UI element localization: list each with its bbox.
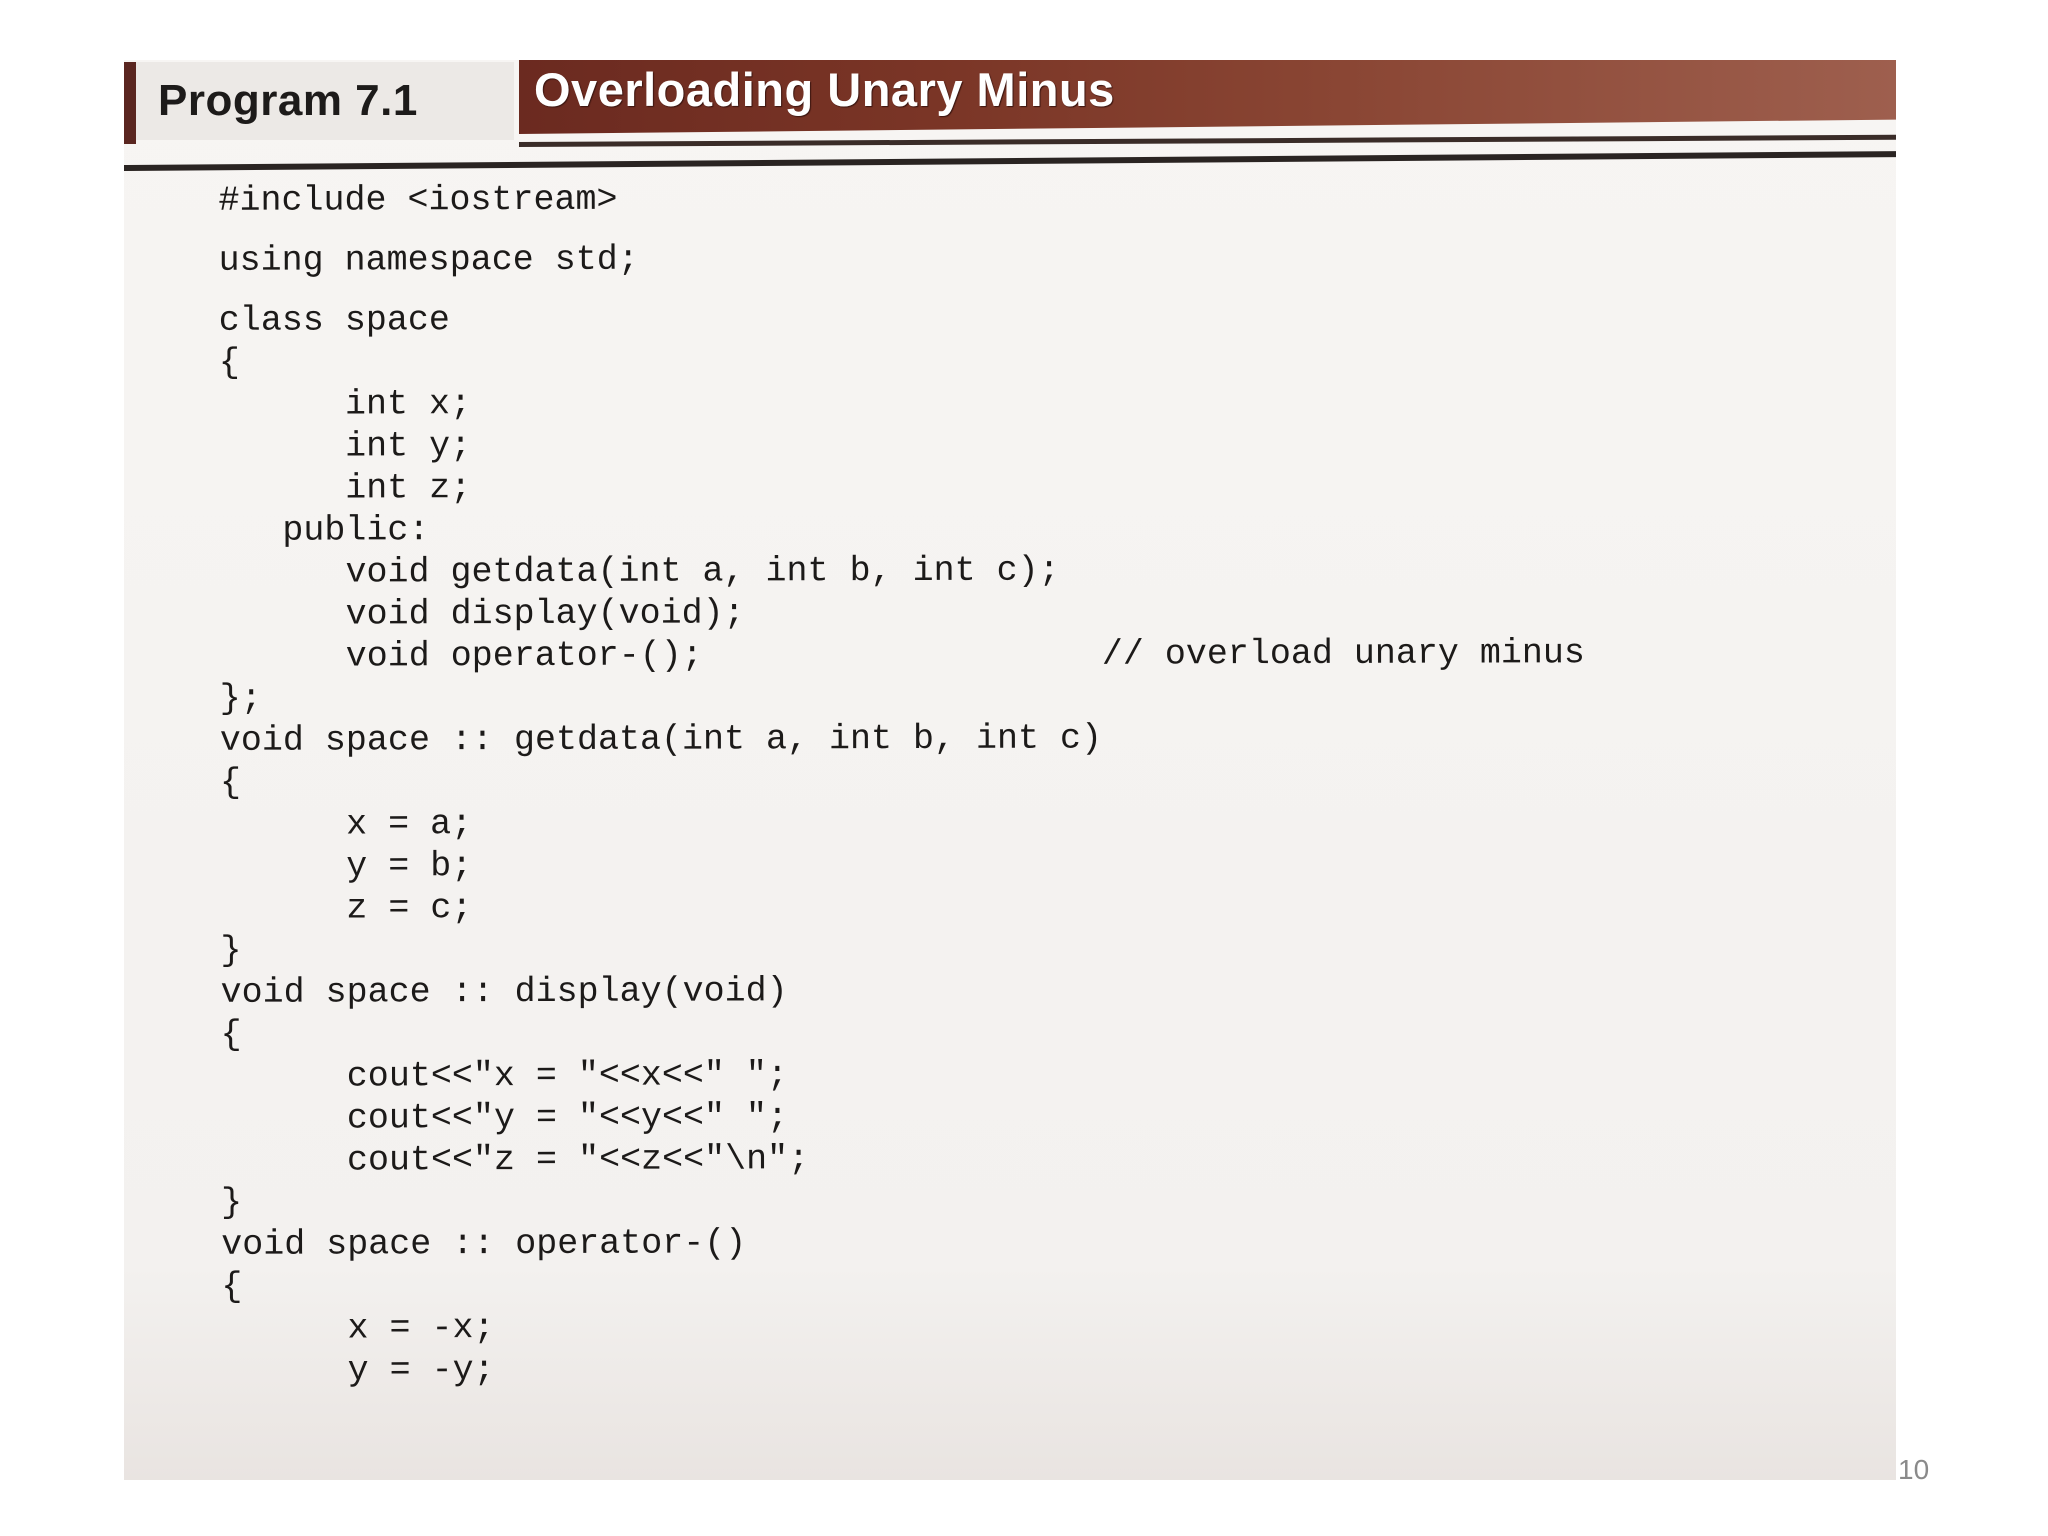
code-line: int z; [219,468,472,509]
program-label: Program 7.1 [158,76,418,125]
code-line: x = a; [220,804,473,845]
header-underline [519,135,1896,147]
code-line: #include <iostream> [218,179,618,221]
scanned-textbook-page [124,60,1896,1480]
code-line: void operator-(); // overload unary minus [219,633,1585,677]
code-line: void getdata(int a, int b, int c); [219,550,1060,593]
code-line: void space :: display(void) [220,971,788,1013]
code-line: cout<<"y = "<<y<<" "; [220,1097,789,1139]
code-line: y = -y; [221,1350,495,1391]
code-line: x = -x; [221,1308,495,1349]
code-line: { [219,762,242,803]
code-line: int y; [219,426,472,467]
header-accent-bar [124,62,136,144]
code-line: int x; [218,384,472,425]
code-line: z = c; [220,888,473,929]
code-line: void display(void); [219,593,745,635]
code-line: { [220,1014,242,1055]
code-line: } [221,1182,243,1223]
code-line: cout<<"x = "<<x<<" "; [220,1055,788,1097]
code-line: class space [218,300,450,341]
slide-page-number: 10 [1898,1454,1930,1485]
code-line: using namespace std; [218,239,639,281]
code-line: public: [219,510,430,551]
code-line: }; [219,678,262,719]
code-listing [218,176,1586,1392]
code-line: { [221,1266,243,1307]
code-line: { [218,342,240,383]
code-line: y = b; [220,846,473,887]
code-line: } [220,930,242,971]
header-rule [124,151,1896,171]
code-line: void space :: getdata(int a, int b, int c) [219,718,1103,761]
program-title: Overloading Unary Minus [534,63,1115,116]
code-line: void space :: operator-() [221,1223,747,1265]
code-line: cout<<"z = "<<z<<"\n"; [220,1139,810,1181]
